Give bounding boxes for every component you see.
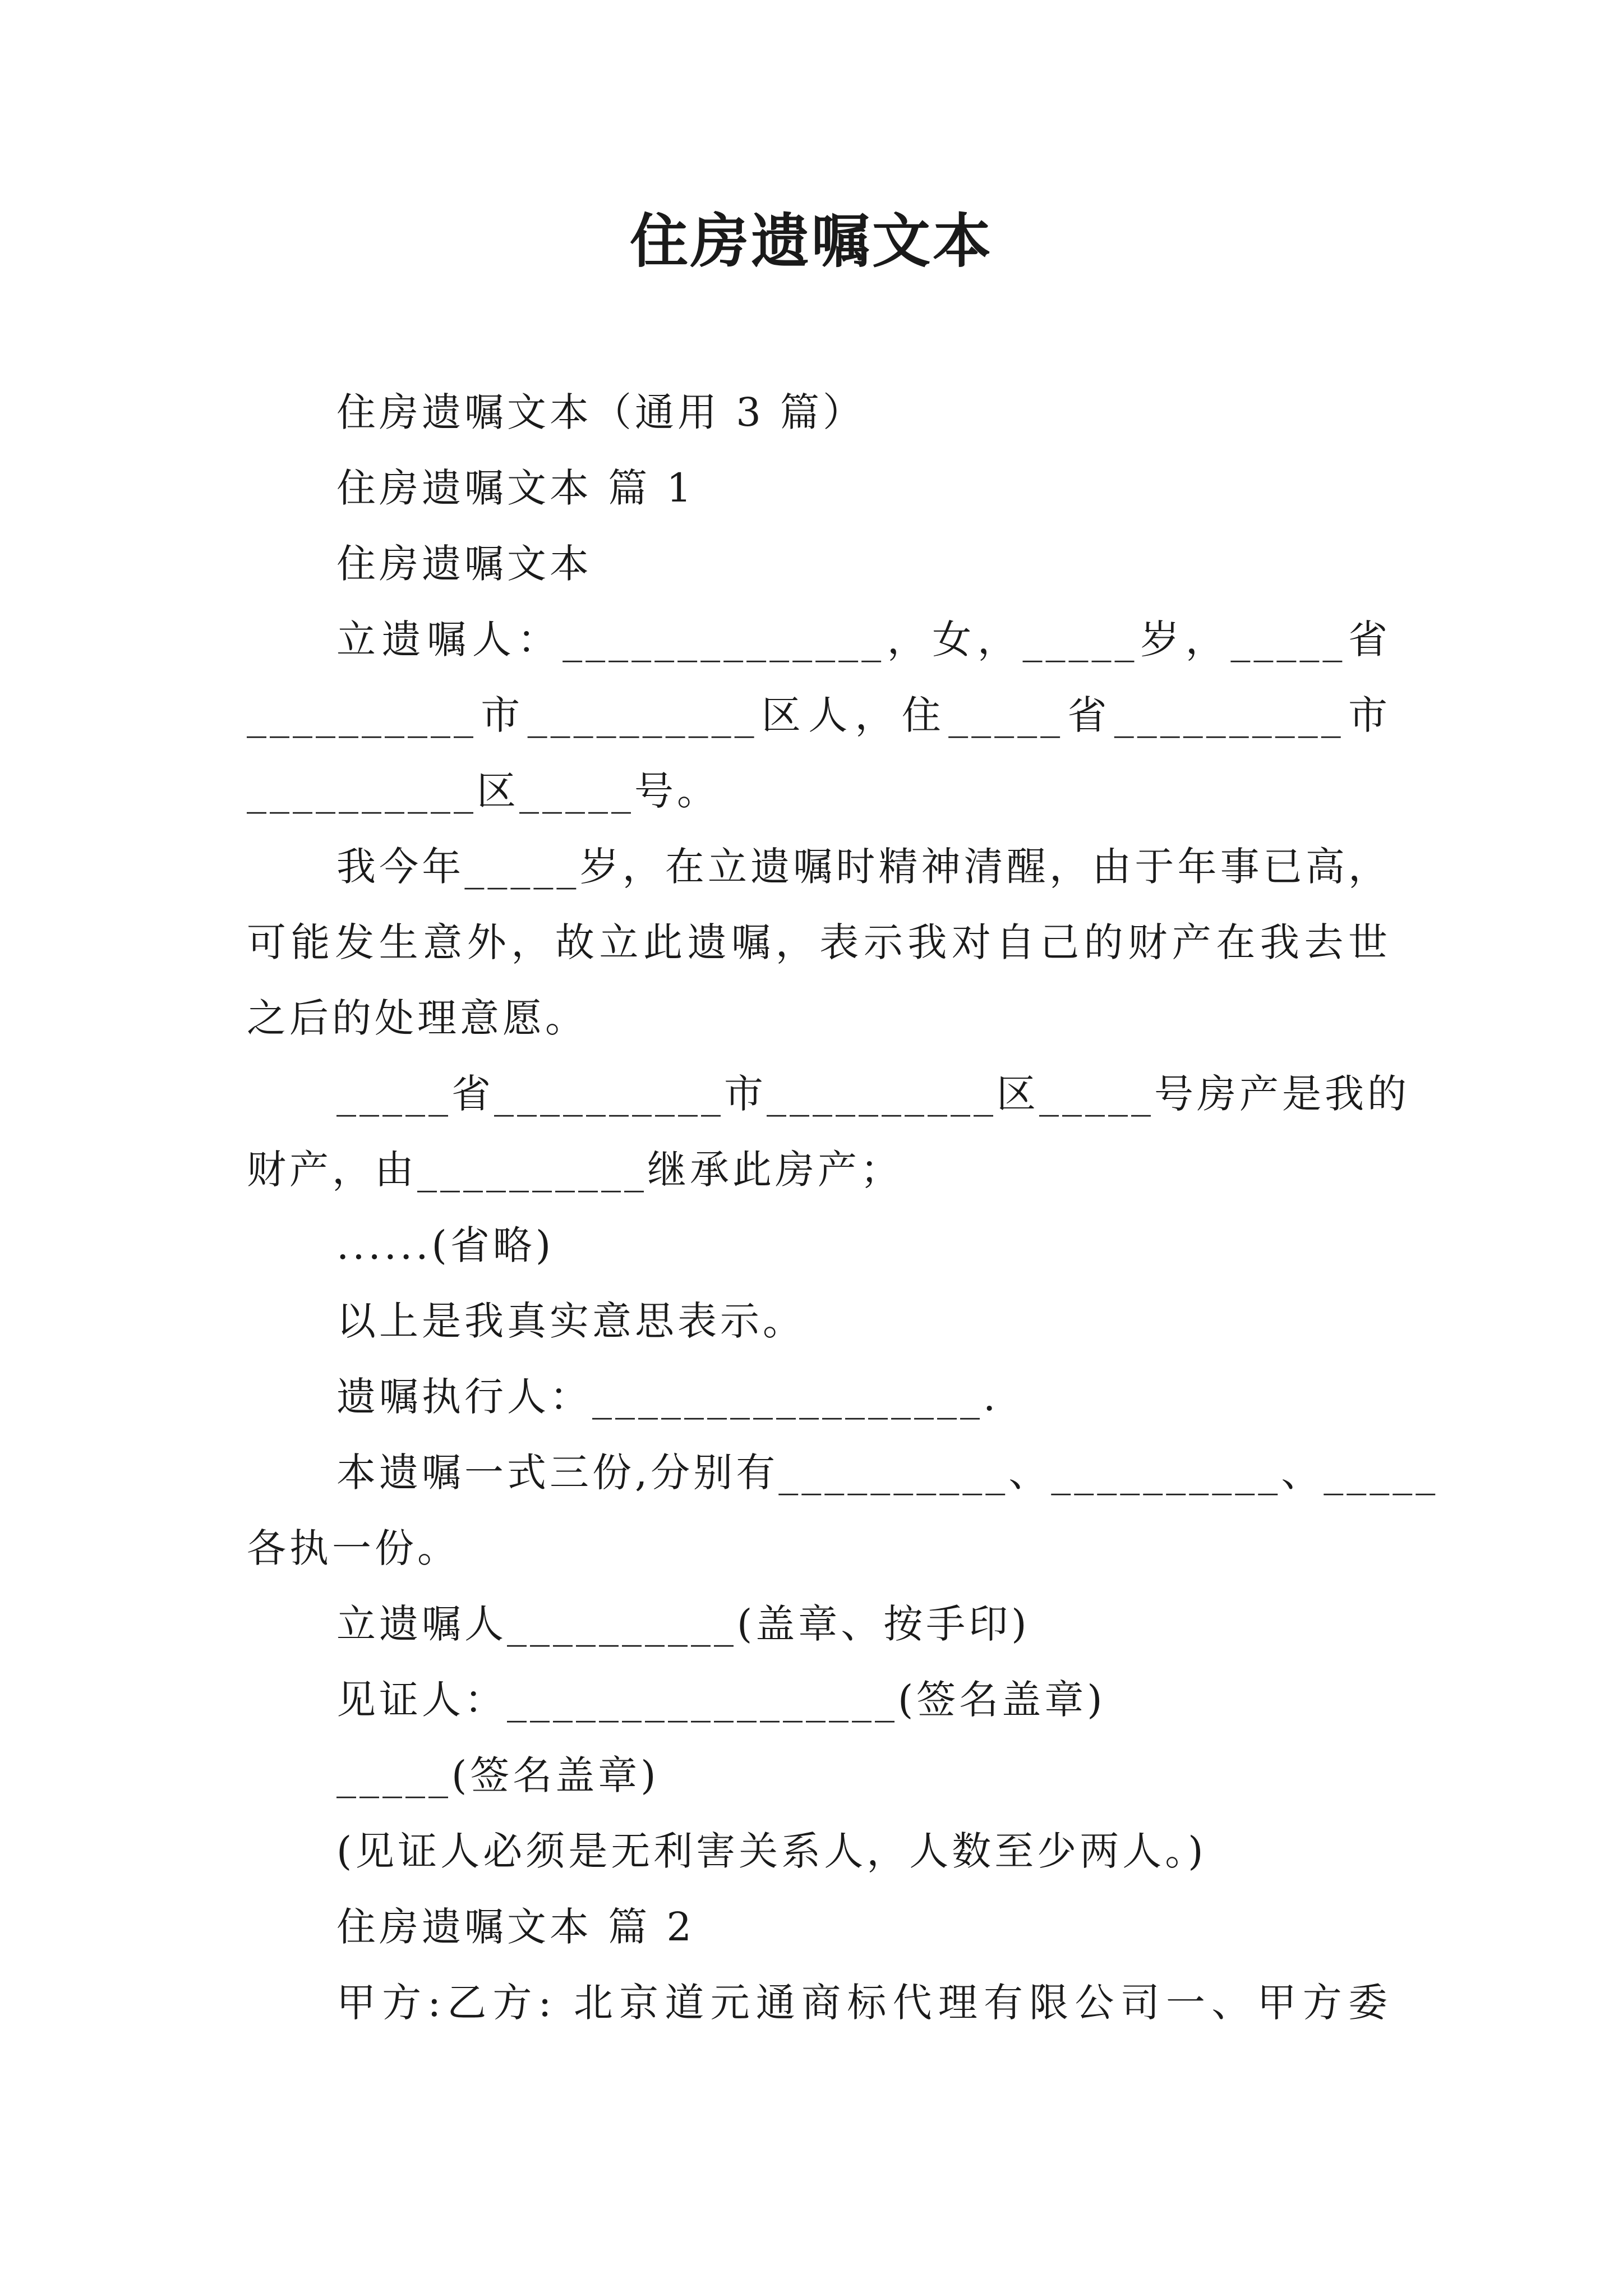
testator-line: 立遗嘱人：______________，女，_____岁，_____省	[336, 616, 1391, 662]
testator-address-end: __________区_____号。	[247, 768, 720, 814]
section-subheading: 住房遗嘱文本	[336, 541, 592, 587]
paragraph-age-line-1: 我今年_____岁，在立遗嘱时精神清醒，由于年事已高，	[336, 844, 1391, 890]
testator-signature-line: 立遗嘱人__________(盖章、按手印)	[336, 1601, 1030, 1647]
copies-line-1: 本遗嘱一式三份,分别有__________、__________、_____	[336, 1450, 1439, 1496]
section-2-first-line: 甲方:乙方: 北京道元通商标代理有限公司一、甲方委	[336, 1980, 1391, 2026]
witness-note: (见证人必须是无利害关系人，人数至少两人。)	[336, 1828, 1207, 1874]
declaration-line: 以上是我真实意思表示。	[336, 1298, 805, 1344]
testator-address-line: __________市__________区人，住_____省__________市	[247, 692, 1391, 738]
paragraph-age-line-2: 可能发生意外，故立此遗嘱，表示我对自己的财产在我去世	[247, 919, 1391, 965]
document-title: 住房遗嘱文本	[629, 206, 993, 275]
section-heading-1: 住房遗嘱文本 篇 1	[336, 465, 695, 511]
omitted-line: ......(省略)	[336, 1222, 555, 1268]
subtitle-general: 住房遗嘱文本（通用 3 篇）	[336, 389, 866, 435]
paragraph-age-line-3: 之后的处理意愿。	[247, 995, 588, 1041]
property-line-1: _____省__________市__________区_____号房产是我的	[336, 1071, 1410, 1117]
witness-signature-line-2: _____(签名盖章)	[336, 1752, 660, 1798]
executor-line: 遗嘱执行人：_________________.	[336, 1374, 999, 1420]
witness-signature-line: 见证人：_________________(签名盖章)	[336, 1677, 1106, 1723]
property-line-2: 财产，由__________继承此房产；	[247, 1147, 903, 1193]
section-heading-2: 住房遗嘱文本 篇 2	[336, 1904, 695, 1950]
copies-line-2: 各执一份。	[247, 1525, 460, 1571]
